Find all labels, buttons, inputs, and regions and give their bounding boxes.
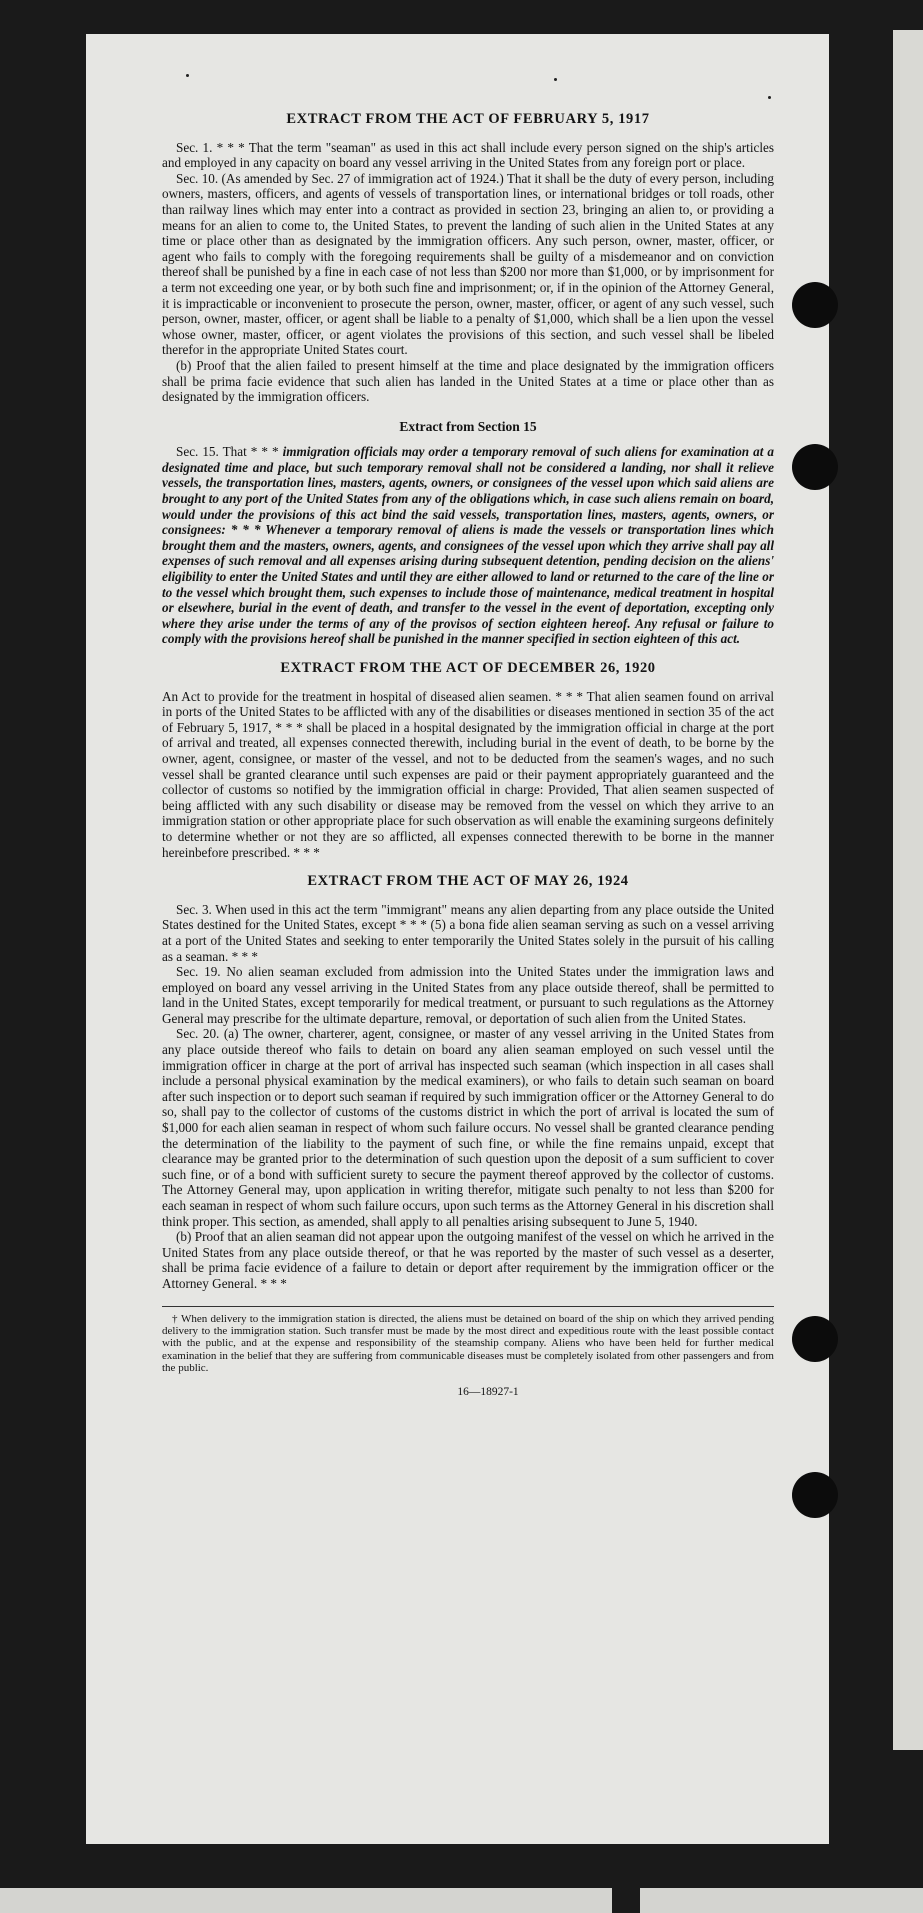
adjacent-page-edge [893,30,923,1750]
scan-speck [554,78,557,81]
scan-speck [186,74,189,77]
scan-bottom-strip-left [0,1888,612,1913]
punch-hole [792,282,838,328]
section-act-1920 [162,661,774,860]
scan-bottom-strip-right [640,1888,923,1913]
punch-hole [792,1472,838,1518]
heading-act-1924: EXTRACT FROM THE ACT OF MAY 26, 1924 [307,873,629,890]
paragraph-sec-10-b: (b) Proof that the alien failed to present himself at the time and place designated by the immigration officers shall be prima facie evidence that such alien has landed in the United States at a time or place other than as designated by the immigration officers. [162,357,774,405]
paragraph-sec-10: Sec. 10. (As amended by Sec. 27 of immigration act of 1924.) That it shall be the duty of every person, including owners, masters, officers, and agents of vessels of transportation lines, or international bridges or toll roads, other than railway lines which may enter into a contract as provided in section 23, bringing an alien to, or providing a means for an alien to come to, the United States, to prevent the landing of such alien in the United States at any time or place other than as designated by the immigration officers. Any such person, owner, master, officer, or agent who fails to comply with the foregoing requirements shall be guilty of a misdemeanor and on conviction thereof shall be punished by a fine in each case of not less than $200 nor more than $1,000, or by imprisonment for a term not exceeding one year, or by both such fine and imprisonment; or, if in the opinion of the Attorney General, it is impracticable or inconvenient to prosecute the person, owner, master, officer, or agent of any such vessel, such person, owner, master, officer, or agent shall be liable to a penalty of $1,000, which shall be a lien upon the vessel whose owner, master, officer, or agent violates the provisions of this section, and such vessel shall be libeled therefor in the appropriate United States court. [162,170,774,358]
heading-act-1917: EXTRACT FROM THE ACT OF FEBRUARY 5, 1917 [286,111,650,127]
sec-15-italic-text: immigration officials may order a temporary removal of such aliens for examination at a designated time and place, but such temporary removal shall not be considered a landing, nor shall it relieve vessels, the transportation lines, masters, agents, owners, or consignees of the vessel upon which said aliens are brought to any port of the United States from any of the obligations which, in case such aliens remain on board, would under the provisions of this act bind the said vessels, transportation lines, masters, agents, owners, or consignees: * * * Whenever a temporary removal of aliens is made the vessels or transportation lines which brought them and the masters, owners, agents, and consignees of the vessel upon which they arrive shall pay all expenses of such removal and all expenses arising during subsequent detention, pending decision on the aliens' eligibility to enter the United States and until they are either allowed to land or returned to the care of the line or to the vessel which brought them, such expenses to include those of maintenance, medical treatment in hospital or elsewhere, burial in the event of death, and transfer to the vessel in the event of deportation, excepting only where they arise under the terms of any of the provisos of section eighteen hereof. Any refusal or failure to comply with the provisions hereof shall be punished in the manner specified in section eighteen of this act. [162,444,774,647]
document-page [86,34,829,1844]
punch-hole [792,1316,838,1362]
section-act-1917 [162,112,774,405]
paragraph-sec-20-b: (b) Proof that an alien seaman did not appear upon the outgoing manifest of the vessel on which he arrived in the United States from any place outside thereof, or that he was reported by the master of such vessel as a deserter, shall be prima facie evidence of a failure to detain or deport after requirement by the immigration officer or the Attorney General. * * * [162,1229,774,1291]
form-number: 16—18927-1 [457,1385,519,1398]
footnote: † When delivery to the immigration station is directed, the aliens must be detained on board of the ship on which they arrived pending delivery to the immigration station. Such transfer must be made by the most direct and expeditious route with the least possible contact with the public, and at the expense and responsibility of the steamship company. Aliens who have been held for further medical examination in the belief that they are suffering from communicable diseases must be completely isolated from other passengers and from the public. [162,1312,774,1375]
paragraph-sec-19: Sec. 19. No alien seaman excluded from admission into the United States under the immigration laws and employed on board any vessel arriving in the United States from any place outside thereof, shall be permitted to land in the United States, except temporarily for medical treatment, or pursuant to such regulations as the Attorney General may prescribe for the ultimate departure, removal, or deportation of such alien from the United States. [162,964,774,1026]
sec-15-lead: Sec. 15. That * * * [176,444,279,460]
footnote-divider [162,1306,774,1307]
scan-speck [768,96,771,99]
paragraph-sec-1: Sec. 1. * * * That the term "seaman" as used in this act shall include every person signed on the ship's articles and employed in any capacity on board any vessel arriving in the United States from any foreign port or place. [162,139,774,171]
paragraph-sec-20-a: Sec. 20. (a) The owner, charterer, agent, consignee, or master of any vessel arriving in the United States from any place outside thereof who fails to detain on board any alien seaman employed on such vessel until the immigration officer in charge at the port of arrival has inspected such seaman (which inspection in all cases shall include a personal physical examination by the medical examiners), or who fails to detain such seaman on board after such inspection or to deport such seaman if required by such immigration officer or the Attorney General to do so, shall pay to the collector of customs of the customs district in which the port of arrival is located the sum of $1,000 for each alien seaman in respect of whom such failure occurs. No vessel shall be granted clearance pending the determination of the liability to the payment of such fine, or while the fine remains unpaid, except that clearance may be granted prior to the determination of such question upon the deposit of a sum sufficient to cover such fine, or of a bond with sufficient surety to secure the payment thereof approved by the collector of customs. The Attorney General may, upon application in writing therefor, mitigate such penalty to not less than $200 for each seaman in respect of whom such failure occurs, upon such terms as the Attorney General in his discretion shall think proper. This section, as amended, shall apply to all penalties arising subsequent to June 5, 1940. [162,1026,774,1229]
heading-section-15: Extract from Section 15 [399,418,537,434]
paragraph-act-1920: An Act to provide for the treatment in hospital of diseased alien seamen. * * * That alien seamen found on arrival in ports of the United States to be afflicted with any of the disabilities or diseases mentioned in section 35 of the act of February 5, 1917, * * * shall be placed in a hospital designated by the immigration official in charge at the port of arrival and treated, all expenses connected therewith, including burial in the event of death, to be borne by the owner, agent, consignee, or master of the vessel, and not to be deducted from the seamen's wages, and no such vessel shall be granted clearance until such expenses are paid or their payment appropriately guaranteed and the collector of customs so notified by the immigration official in charge: Provided, That alien seamen suspected of being afflicted with any such disability or disease may be removed from the vessel on which they arrive to an immigration station or other appropriate place for such observation as will enable the examining surgeons definitely to determine whether or not they are so afflicted, all expenses connected therewith to be borne in the manner hereinbefore prescribed. * * * [162,688,774,860]
section-act-1924 [162,874,774,1291]
section-15-extract [162,419,774,647]
paragraph-sec-15 [162,444,774,647]
paragraph-sec-3: Sec. 3. When used in this act the term "immigrant" means any alien departing from any place outside the United States destined for the United States, except * * * (5) a bona fide alien seaman serving as such on a vessel arriving at a port of the United States and seeking to enter temporarily the United States solely in the pursuit of his calling as a seaman. * * * [162,901,774,964]
heading-act-1920: EXTRACT FROM THE ACT OF DECEMBER 26, 1920 [280,660,656,676]
punch-hole [792,444,838,490]
